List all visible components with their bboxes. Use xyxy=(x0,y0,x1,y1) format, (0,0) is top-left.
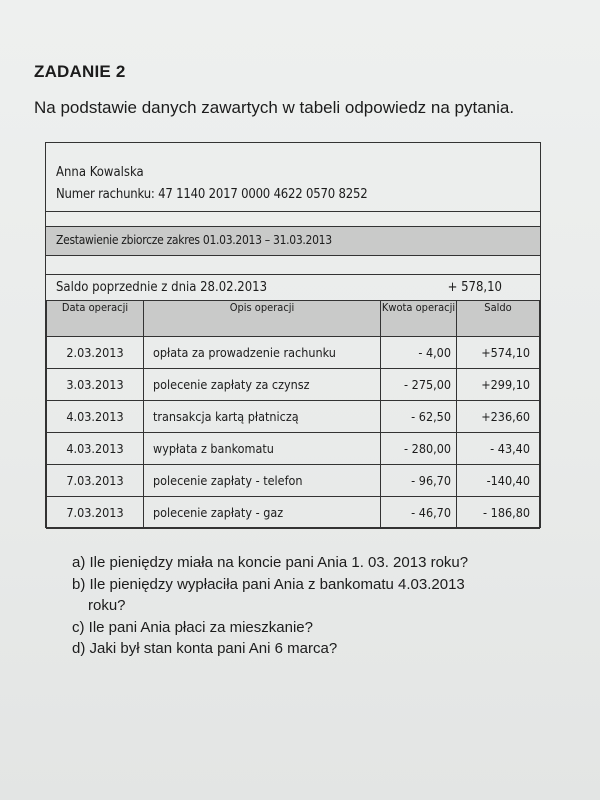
table-row xyxy=(47,497,540,529)
task-instruction: Na podstawie danych zawartych w tabeli odpowiedz na pytania. xyxy=(34,98,515,117)
previous-balance-label: Saldo poprzednie z dnia 28.02.2013 xyxy=(56,280,268,295)
row-description: transakcja kartą płatniczą xyxy=(144,401,381,433)
question-label: a) xyxy=(72,554,86,571)
summary-range-box xyxy=(46,226,540,256)
row-date: 4.03.2013 xyxy=(47,433,144,465)
row-date: 4.03.2013 xyxy=(47,401,144,433)
row-amount: - 46,70 xyxy=(381,497,457,529)
row-date: 7.03.2013 xyxy=(47,497,144,529)
question-text: Ile pani Ania płaci za mieszkanie? xyxy=(88,618,313,636)
question-text: Ile pieniędzy miała na koncie pani Ania 1. 03. 2013 roku? xyxy=(89,554,469,571)
previous-balance-value: + 578,10 xyxy=(447,280,502,295)
question-label: d) xyxy=(72,640,86,657)
question-a xyxy=(72,552,552,574)
question-label: c) xyxy=(72,618,85,636)
column-header-description: Opis operacji xyxy=(144,301,381,337)
column-header-date: Data operacji xyxy=(47,301,144,337)
row-description: polecenie zapłaty - gaz xyxy=(144,497,381,529)
row-amount: - 96,70 xyxy=(381,465,457,497)
row-description: polecenie zapłaty - telefon xyxy=(144,465,381,497)
row-description: polecenie zapłaty za czynsz xyxy=(144,369,381,401)
question-d xyxy=(72,638,552,660)
column-header-amount: Kwota operacji xyxy=(381,301,457,337)
question-label: b) xyxy=(72,575,86,593)
summary-range: Zestawienie zbiorcze zakres 01.03.2013 – 31.03.2013 xyxy=(56,233,332,247)
questions-list xyxy=(72,552,552,660)
row-description: opłata za prowadzenie rachunku xyxy=(144,337,381,369)
row-date: 7.03.2013 xyxy=(47,465,144,497)
row-amount: - 280,00 xyxy=(381,433,457,465)
column-header-balance: Saldo xyxy=(457,301,540,337)
row-amount: - 4,00 xyxy=(381,337,457,369)
operations-table xyxy=(46,300,540,529)
row-date: 3.03.2013 xyxy=(47,369,144,401)
row-amount: - 275,00 xyxy=(381,369,457,401)
table-header-row xyxy=(47,301,540,337)
question-b-continuation: roku? xyxy=(88,597,126,614)
previous-balance-row xyxy=(46,274,540,300)
table-row xyxy=(47,401,540,433)
question-b xyxy=(72,574,552,596)
question-text: Ile pieniędzy wypłaciła pani Ania z bankomatu 4.03.2013 xyxy=(89,575,465,593)
table-row xyxy=(47,433,540,465)
row-balance: +574,10 xyxy=(457,337,540,369)
row-balance: -140,40 xyxy=(457,465,540,497)
row-balance: +236,60 xyxy=(457,401,540,433)
question-c xyxy=(72,617,552,639)
row-balance: - 43,40 xyxy=(457,433,540,465)
row-description: wypłata z bankomatu xyxy=(144,433,381,465)
row-amount: - 62,50 xyxy=(381,401,457,433)
account-owner-box xyxy=(46,143,540,212)
account-number: Numer rachunku: 47 1140 2017 0000 4622 0570 8252 xyxy=(56,187,368,202)
table-row xyxy=(47,369,540,401)
table-row xyxy=(47,465,540,497)
owner-name: Anna Kowalska xyxy=(56,165,144,180)
bank-statement xyxy=(45,142,541,528)
row-balance: - 186,80 xyxy=(457,497,540,529)
task-title: ZADANIE 2 xyxy=(34,62,126,81)
question-text: Jaki był stan konta pani Ani 6 marca? xyxy=(89,640,338,657)
row-date: 2.03.2013 xyxy=(47,337,144,369)
row-balance: +299,10 xyxy=(457,369,540,401)
table-row xyxy=(47,337,540,369)
